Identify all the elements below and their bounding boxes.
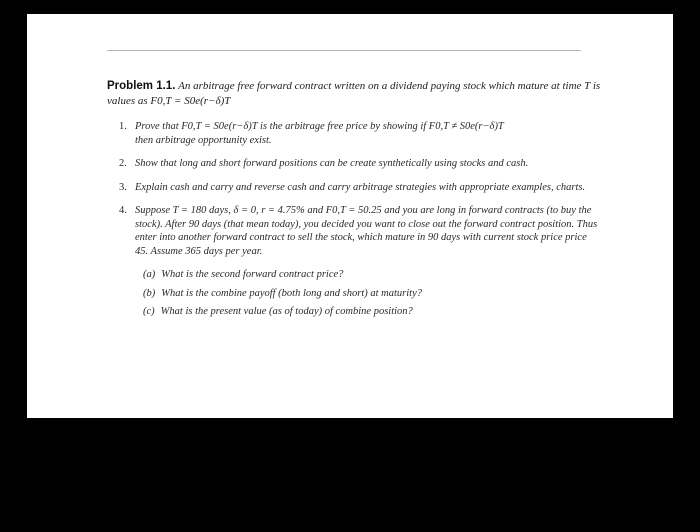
question-item-1	[119, 120, 599, 147]
top-divider	[107, 50, 581, 51]
question-number: 2.	[119, 158, 127, 169]
sub-question-c	[143, 305, 599, 319]
question-item-4	[119, 204, 599, 319]
problem-statement	[107, 79, 607, 109]
sub-question-text: What is the present value (as of today) of combine position?	[160, 306, 413, 317]
question-list	[119, 120, 599, 329]
question-item-3	[119, 181, 599, 195]
question-item-2	[119, 157, 599, 171]
question-number: 3.	[119, 181, 127, 193]
document-page	[27, 14, 673, 418]
problem-title: Problem 1.1.	[107, 80, 176, 92]
question-number: 1.	[119, 121, 127, 132]
question-text: Suppose T = 180 days, δ = 0, r = 4.75% and F0,T = 50.25 and you are long in forward contracts (to buy the stock). After 90 days (that mean today), you decided you want to close out the forward contract position. Thus enter into another forward contract to sell the stock, which mature in 90 days with current stock price price 45. Assume 365 days per year.	[135, 205, 598, 257]
sub-question-b	[143, 287, 599, 301]
sub-question-text: What is the combine payoff (both long and short) at maturity?	[161, 287, 422, 299]
sub-question-a	[143, 268, 599, 282]
question-text: Prove that F0,T = S0e(r−δ)T is the arbitrage free price by showing if F0,T ≠ S0e(r−δ)T	[135, 121, 504, 132]
sub-question-label: (a)	[143, 269, 156, 280]
sub-question-text: What is the second forward contract price?	[161, 269, 344, 280]
sub-question-list	[135, 268, 599, 319]
question-text: Show that long and short forward positions can be create synthetically using stocks and cash.	[135, 158, 529, 169]
sub-question-label: (b)	[143, 287, 156, 299]
problem-intro: An arbitrage free forward contract written on a dividend paying stock which mature at time T is values as	[107, 80, 601, 107]
problem-formula: F0,T = S0e(r−δ)T	[150, 95, 231, 107]
question-text: Explain cash and carry and reverse cash and carry arbitrage strategies with appropriate examples, charts.	[135, 181, 586, 193]
question-text-cont: then arbitrage opportunity exist.	[135, 134, 272, 146]
question-number: 4.	[119, 205, 127, 216]
sub-question-label: (c)	[143, 306, 155, 317]
